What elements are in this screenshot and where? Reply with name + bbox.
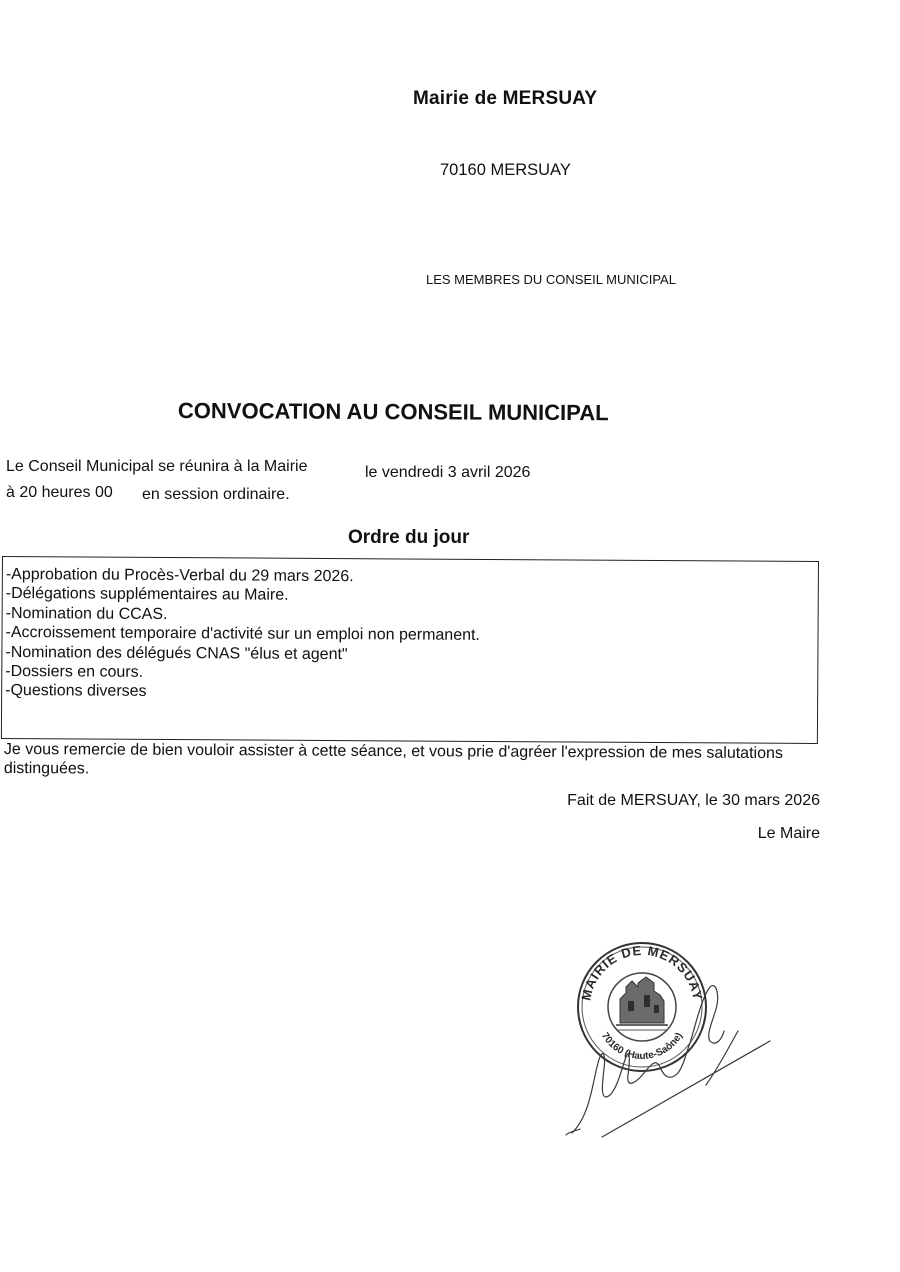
recipients: LES MEMBRES DU CONSEIL MUNICIPAL	[426, 272, 676, 287]
svg-text:70160 (Haute-Saône)	[599, 1031, 685, 1062]
meeting-date: le vendredi 3 avril 2026	[365, 464, 531, 481]
agenda-item: -Dossiers en cours.	[5, 663, 144, 681]
meeting-location: Le Conseil Municipal se réunira à la Mairie	[6, 458, 308, 475]
closing-paragraph: Je vous remercie de bien vouloir assister à cette séance, et vous prie d'agréer l'expression de mes salutations distinguées.	[3, 741, 783, 778]
document-title: CONVOCATION AU CONSEIL MUNICIPAL	[177, 398, 609, 426]
mairie-name: Mairie de MERSUAY	[413, 88, 598, 109]
meeting-time: à 20 heures 00	[6, 484, 113, 501]
agenda-box	[1, 556, 819, 744]
seal-text-bottom: 70160 (Haute-Saône)	[598, 1030, 686, 1063]
agenda-item: -Questions diverses	[5, 682, 147, 701]
agenda-item: -Nomination du CCAS.	[5, 604, 168, 623]
seal-and-signature	[560, 935, 780, 1140]
agenda-item: -Approbation du Procès-Verbal du 29 mars 2026.	[5, 566, 354, 586]
agenda-heading: Ordre du jour	[348, 527, 470, 548]
seal-emblem-icon	[616, 977, 668, 1030]
agenda-item: -Accroissement temporaire d'activité sur un emploi non permanent.	[5, 624, 480, 645]
seal-text-top: MAIRIE DE MERSUAY	[578, 942, 706, 1002]
agenda-item: -Délégations supplémentaires au Maire.	[5, 585, 289, 605]
mairie-address: 70160 MERSUAY	[440, 161, 571, 179]
agenda-list	[5, 565, 480, 704]
meeting-session: en session ordinaire.	[142, 486, 290, 503]
place-date: Fait de MERSUAY, le 30 mars 2026	[567, 792, 820, 809]
signer-title: Le Maire	[757, 825, 820, 842]
agenda-item: -Nomination des délégués CNAS "élus et agent"	[5, 643, 348, 663]
